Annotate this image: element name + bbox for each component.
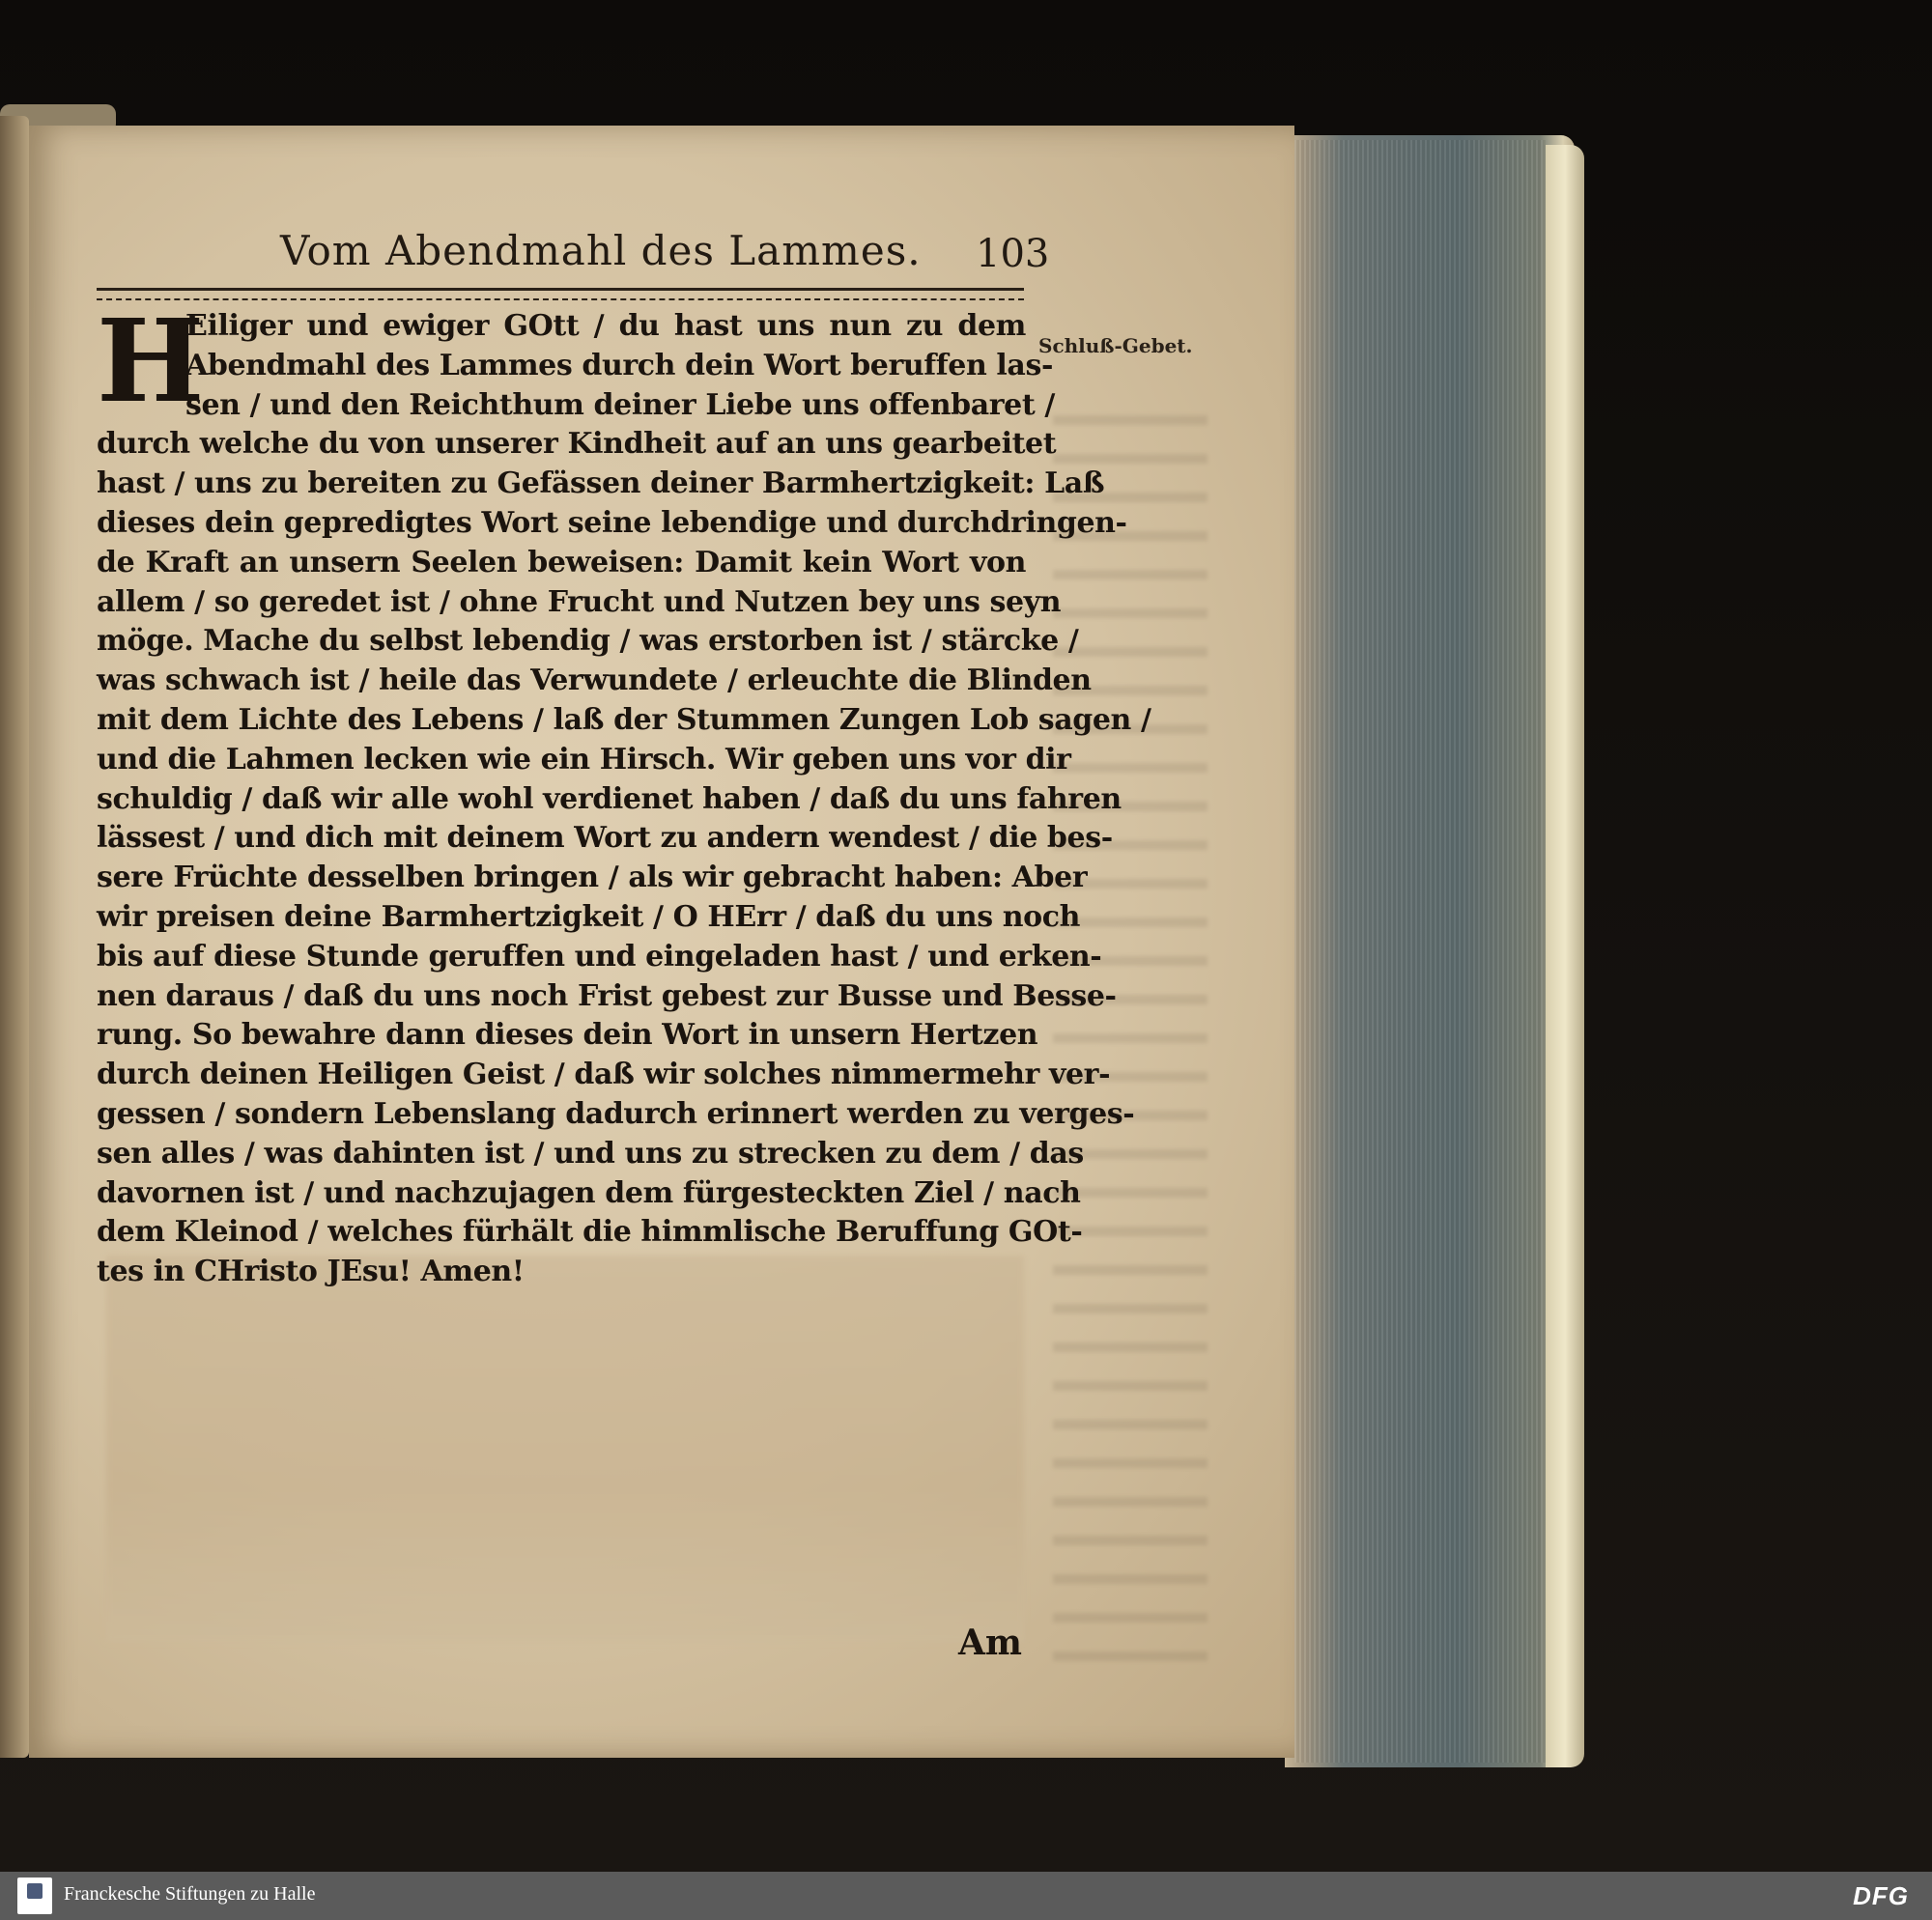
margin-note: Schluß-Gebet. [1038, 334, 1193, 357]
text-line: sen alles / was dahinten ist / und uns zu strecken zu dem / das [97, 1136, 1084, 1171]
book-cover-edge [1546, 145, 1584, 1767]
institution-name[interactable]: Franckesche Stiftungen zu Halle [64, 1883, 316, 1905]
text-line: schuldig / daß wir alle wohl verdienet haben / daß du uns fahren [97, 781, 1122, 816]
text-line: sen / und den Reichthum deiner Liebe uns offenbaret / [185, 387, 1055, 422]
text-line: tes in CHristo JEsu! Amen! [97, 1255, 525, 1289]
text-line: Eiliger und ewiger GOtt / du hast uns nun zu dem [185, 309, 1026, 343]
text-line: möge. Mache du selbst lebendig / was erstorben ist / stärcke / [97, 624, 1079, 659]
institution-logo-mark-icon [27, 1883, 43, 1899]
show-through-text [106, 1256, 1024, 1642]
text-line: de Kraft an unsern Seelen beweisen: Damit kein Wort von [97, 545, 1026, 579]
text-line: mit dem Lichte des Lebens / laß der Stummen Zungen Lob sagen / [97, 702, 1151, 737]
text-line: davornen ist / und nachzujagen dem fürgesteckten Ziel / nach [97, 1175, 1081, 1210]
show-through-margin [1053, 415, 1208, 1671]
left-page-edge [0, 116, 29, 1758]
text-line: dieses dein gepredigtes Wort seine lebendige und durchdringen- [97, 505, 1127, 540]
text-line: lässest / und dich mit deinem Wort zu andern wendest / die bes- [97, 821, 1113, 856]
text-line: gessen / sondern Lebenslang dadurch erinnert werden zu verges- [97, 1096, 1135, 1131]
text-line: Abendmahl des Lammes durch dein Wort beruffen las- [185, 348, 1054, 382]
text-line: bis auf diese Stunde geruffen und eingeladen hast / und erken- [97, 939, 1102, 974]
text-line: und die Lahmen lecken wie ein Hirsch. Wir geben uns vor dir [97, 742, 1071, 776]
text-line: was schwach ist / heile das Verwundete / erleuchte die Blinden [97, 664, 1092, 698]
text-line: durch welche du von unserer Kindheit auf an uns gearbeitet [97, 427, 1057, 462]
text-line: allem / so geredet ist / ohne Frucht und Nutzen bey uns seyn [97, 584, 1062, 619]
catchword: Am [958, 1623, 1023, 1663]
running-head: Vom Abendmahl des Lammes. [280, 227, 922, 274]
dfg-logo[interactable]: DFG [1853, 1881, 1909, 1910]
text-line: hast / uns zu bereiten zu Gefässen deiner Barmhertzigkeit: Laß [97, 466, 1105, 501]
text-line: durch deinen Heiligen Geist / daß wir solches nimmermehr ver- [97, 1058, 1111, 1092]
text-line: dem Kleinod / welches fürhält die himmlische Beruffung GOt- [97, 1215, 1083, 1250]
header-rule [97, 288, 1024, 300]
page-number: 103 [976, 232, 1050, 276]
page-edge-lines [1294, 140, 1546, 1763]
text-line: rung. So bewahre dann dieses dein Wort in unsern Hertzen [97, 1018, 1038, 1053]
text-line: nen daraus / daß du uns noch Frist gebest zur Busse und Besse- [97, 978, 1117, 1013]
text-line: wir preisen deine Barmhertzigkeit / O HErr / daß du uns noch [97, 899, 1081, 934]
text-line: sere Früchte desselben bringen / als wir gebracht haben: Aber [97, 861, 1088, 895]
drop-cap: H [97, 294, 205, 428]
